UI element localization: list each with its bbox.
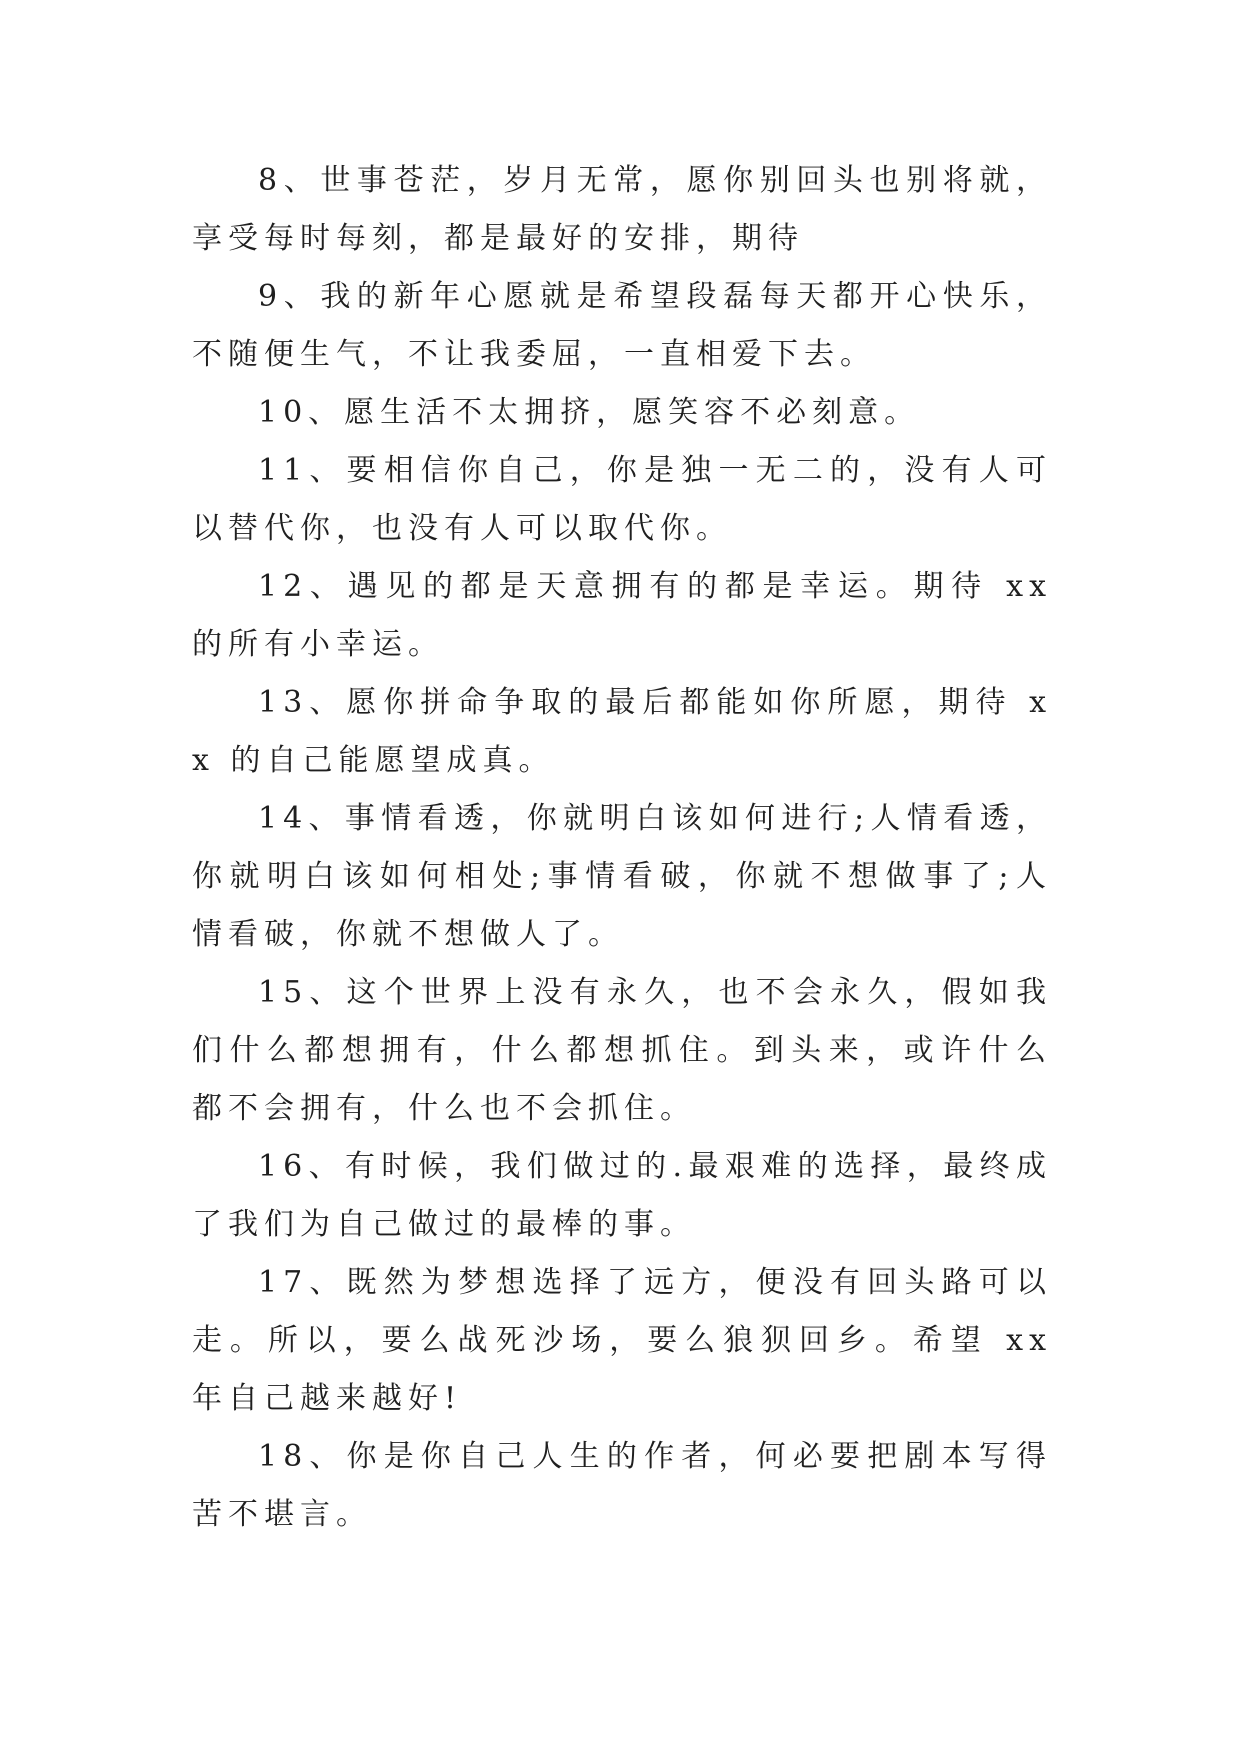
paragraph-8: 8、世事苍茫，岁月无常，愿你别回头也别将就，享受每时每刻，都是最好的安排，期待 (192, 163, 1052, 256)
paragraph-10: 10、愿生活不太拥挤，愿笑容不必刻意。 (258, 395, 921, 430)
paragraph-11: 11、要相信你自己，你是独一无二的，没有人可以替代你，也没有人可以取代你。 (192, 453, 1052, 546)
paragraph-9: 9、我的新年心愿就是希望段磊每天都开心快乐，不随便生气，不让我委屈，一直相爱下去。 (192, 279, 1052, 372)
paragraph-15: 15、这个世界上没有永久，也不会永久，假如我们什么都想拥有，什么都想抓住。到头来，或许什么都不会拥有，什么也不会抓住。 (192, 975, 1052, 1126)
document-body (192, 152, 1052, 1544)
paragraph-17: 17、既然为梦想选择了远方，便没有回头路可以走。所以，要么战死沙场，要么狼狈回乡。希望 xx 年自己越来越好! (192, 1265, 1052, 1416)
paragraph-14: 14、事情看透，你就明白该如何进行;人情看透，你就明白该如何相处;事情看破，你就不想做事了;人情看破，你就不想做人了。 (192, 801, 1052, 952)
paragraph-12: 12、遇见的都是天意拥有的都是幸运。期待 xx 的所有小幸运。 (192, 569, 1052, 662)
paragraph-13: 13、愿你拼命争取的最后都能如你所愿，期待 xx 的自己能愿望成真。 (192, 685, 1052, 778)
paragraph-16: 16、有时候，我们做过的.最艰难的选择，最终成了我们为自己做过的最棒的事。 (192, 1149, 1052, 1242)
paragraph-18: 18、你是你自己人生的作者，何必要把剧本写得苦不堪言。 (192, 1439, 1052, 1532)
